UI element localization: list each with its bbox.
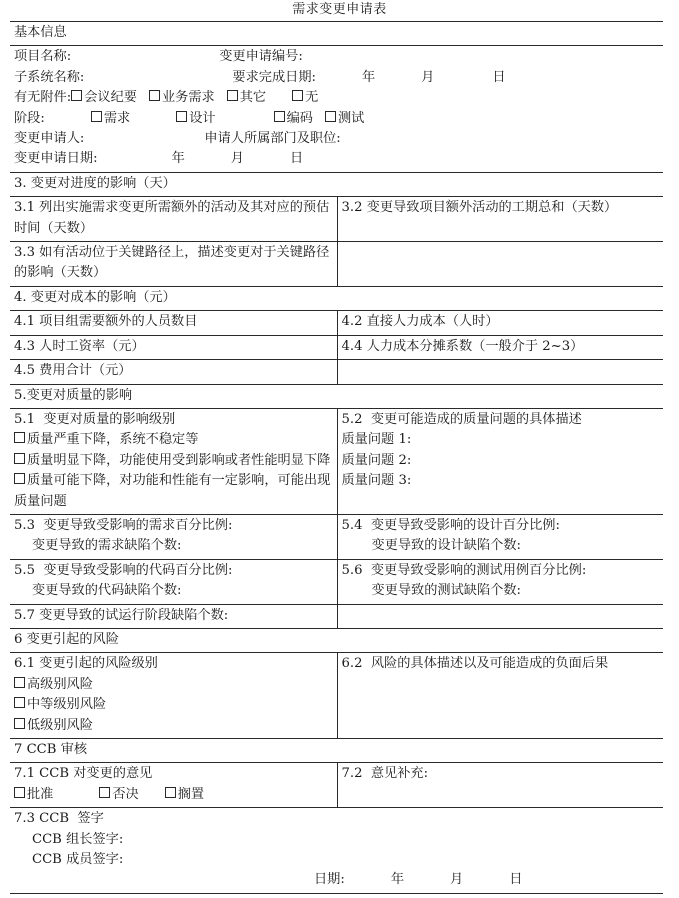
quality-problem-1[interactable]: 质量问题 1: [341, 432, 412, 448]
apply-date-month: 月 [230, 151, 244, 167]
checkbox-icon[interactable] [325, 111, 336, 122]
risk-option-medium[interactable] [14, 697, 106, 712]
field-6-1-cell [10, 653, 337, 739]
row-basic-info-body [10, 46, 663, 172]
row-3-1 [10, 197, 663, 242]
checkbox-icon[interactable] [14, 718, 25, 729]
phase-option-label-2: 编码 [286, 110, 313, 126]
required-finish-date-label: 要求完成日期: [232, 69, 316, 85]
checkbox-icon[interactable] [99, 787, 110, 798]
field-5-4-line2: 变更导致的设计缺陷个数: [371, 538, 522, 554]
ccb-date-year: 年 [390, 872, 405, 888]
ccb-member-signature[interactable]: CCB 成员签字: [32, 852, 124, 868]
basic-info-header: 基本信息 [10, 22, 663, 46]
field-5-4-line1: 5.4 变更导致受影响的设计百分比例: [341, 517, 560, 533]
quality-option-obvious[interactable] [14, 453, 330, 468]
ccb-option-label-2: 搁置 [177, 786, 205, 802]
project-name-label: 项目名称: [14, 49, 72, 65]
field-7-3-cell [10, 808, 663, 893]
row-4-3 [10, 335, 663, 359]
field-4-1-label: 4.1 项目组需要额外的人员数目 [10, 311, 337, 335]
change-request-form-table [10, 21, 663, 893]
field-7-2-cell[interactable] [337, 763, 663, 808]
risk-option-label-0: 高级别风险 [27, 676, 93, 692]
checkbox-icon[interactable] [292, 90, 303, 101]
row-4-1 [10, 311, 663, 335]
basic-info-line-apply-date [14, 149, 659, 169]
required-finish-day: 日 [492, 69, 506, 85]
phase-label: 阶段: [14, 110, 45, 126]
checkbox-icon[interactable] [14, 787, 25, 798]
field-4-5-value[interactable] [337, 360, 663, 384]
field-7-1-title: 7.1 CCB 对变更的意见 [14, 766, 153, 782]
field-5-2-title: 5.2 变更可能造成的质量问题的具体描述 [341, 411, 582, 427]
risk-option-high[interactable] [14, 677, 93, 692]
risk-option-low[interactable] [14, 718, 93, 733]
row-section7-header [10, 739, 663, 763]
required-finish-month: 月 [421, 69, 435, 85]
field-5-5-cell [10, 559, 337, 604]
field-5-3-line2: 变更导致的需求缺陷个数: [32, 538, 182, 554]
phase-option-label-1: 设计 [189, 110, 216, 126]
ccb-date-day: 日 [509, 872, 523, 888]
checkbox-icon[interactable] [14, 677, 25, 688]
field-7-1-cell [10, 763, 337, 808]
row-section5-header [10, 384, 663, 408]
apply-date-year: 年 [171, 151, 185, 167]
quality-option-label-0: 质量严重下降，系统不稳定等 [27, 432, 199, 448]
field-3-2-label: 3.2 变更导致项目额外活动的工期总和（天数） [337, 197, 663, 242]
row-5-7 [10, 604, 663, 628]
change-request-no-label: 变更申请编号: [219, 49, 303, 65]
row-basic-info-header [10, 22, 663, 46]
row-6-1 [10, 653, 663, 739]
field-3-3-label: 3.3 如有活动位于关键路径上，描述变更对于关键路径的影响（天数） [10, 242, 337, 287]
ccb-leader-signature[interactable]: CCB 组长签字: [32, 831, 124, 847]
phase-option-coding[interactable] [274, 111, 313, 126]
required-finish-year: 年 [361, 69, 376, 85]
phase-option-requirement[interactable] [91, 111, 130, 126]
form-bottom-rule [10, 893, 663, 894]
checkbox-icon[interactable] [149, 90, 160, 101]
attachment-option-none[interactable] [292, 90, 318, 105]
document-title: 需求变更申请表 [292, 2, 387, 17]
section5-header: 5.变更对质量的影响 [10, 384, 663, 408]
field-5-1-cell [10, 408, 337, 514]
checkbox-icon[interactable] [91, 111, 102, 122]
field-7-3-title: 7.3 CCB 签字 [14, 811, 104, 827]
row-3-3 [10, 242, 663, 287]
field-5-3-cell [10, 514, 337, 559]
field-7-1-options [14, 785, 333, 805]
risk-option-label-2: 低级别风险 [27, 717, 93, 733]
field-5-5-line2: 变更导致的代码缺陷个数: [32, 583, 182, 599]
field-5-5-line1: 5.5 变更导致受影响的代码百分比例: [14, 562, 233, 578]
ccb-option-label-0: 批准 [27, 786, 54, 802]
field-3-3-value[interactable] [337, 242, 663, 287]
field-6-1-title: 6.1 变更引起的风险级别 [14, 656, 158, 672]
field-7-2-title: 7.2 意见补充: [341, 766, 429, 782]
quality-option-label-1: 质量明显下降，功能使用受到影响或者性能明显下降 [27, 452, 331, 468]
section6-header: 6 变更引起的风险 [10, 628, 663, 652]
row-7-3 [10, 808, 663, 893]
field-5-6-cell [337, 559, 663, 604]
row-5-3 [10, 514, 663, 559]
section3-header: 3. 变更对进度的影响（天） [10, 172, 663, 196]
attachment-label: 有无附件: [14, 90, 72, 106]
field-5-6-line2: 变更导致的测试缺陷个数: [371, 583, 522, 599]
apply-date-day: 日 [289, 151, 304, 167]
field-5-6-line1: 5.6 变更导致受影响的测试用例百分比例: [341, 562, 587, 578]
field-4-2-label: 4.2 直接人力成本（人时） [337, 311, 663, 335]
checkbox-icon[interactable] [14, 697, 25, 708]
checkbox-icon[interactable] [274, 111, 285, 122]
field-6-2-cell[interactable] [337, 653, 663, 739]
section4-header: 4. 变更对成本的影响（元） [10, 286, 663, 310]
attachment-option-label-1: 业务需求 [161, 90, 215, 106]
field-5-1-title: 5.1 变更对质量的影响级别 [14, 411, 176, 427]
checkbox-icon[interactable] [71, 90, 82, 101]
basic-info-line-applicant [14, 129, 659, 149]
field-6-2-title: 6.2 风险的具体描述以及可能造成的负面后果 [341, 656, 609, 672]
applicant-label: 变更申请人: [14, 131, 85, 147]
apply-date-label: 变更申请日期: [14, 151, 98, 167]
quality-option-label-2: 质量可能下降，对功能和性能有一定影响，可能出现质量问题 [14, 473, 331, 509]
ccb-option-approve[interactable] [14, 787, 53, 802]
ccb-date-month: 月 [450, 872, 464, 888]
field-5-7-label: 5.7 变更导致的试运行阶段缺陷个数: [10, 604, 337, 628]
attachment-option-label-2: 其它 [239, 90, 267, 106]
row-4-5 [10, 360, 663, 384]
field-4-3-label: 4.3 人时工资率（元） [10, 335, 337, 359]
checkbox-icon[interactable] [14, 473, 25, 484]
subsystem-name-label: 子系统名称: [14, 69, 85, 85]
checkbox-icon[interactable] [227, 90, 238, 101]
row-7-1 [10, 763, 663, 808]
row-section6-header [10, 628, 663, 652]
ccb-date-label: 日期: [314, 872, 345, 888]
basic-info-cell [10, 46, 663, 172]
ccb-date-line [14, 870, 659, 890]
attachment-option-label-3: 无 [305, 90, 319, 106]
quality-problem-3[interactable]: 质量问题 3: [341, 473, 412, 489]
field-5-4-cell [337, 514, 663, 559]
row-5-5 [10, 559, 663, 604]
field-3-1-label: 3.1 列出实施需求变更所需额外的活动及其对应的预估时间（天数） [10, 197, 337, 242]
basic-info-line-subsystem [14, 68, 659, 88]
checkbox-icon[interactable] [14, 432, 25, 443]
basic-info-line-phase [14, 109, 659, 129]
field-4-4-label: 4.4 人力成本分摊系数（一般介于 2~3） [337, 335, 663, 359]
risk-option-label-1: 中等级别风险 [27, 697, 107, 713]
checkbox-icon[interactable] [165, 787, 176, 798]
ccb-option-label-1: 否决 [112, 786, 139, 802]
quality-problem-2[interactable]: 质量问题 2: [341, 452, 412, 468]
basic-info-line-attachment [14, 88, 659, 108]
applicant-dept-label: 申请人所属部门及职位: [204, 131, 341, 147]
attachment-option-other[interactable] [227, 90, 266, 105]
section7-header: 7 CCB 审核 [10, 739, 663, 763]
checkbox-icon[interactable] [176, 111, 187, 122]
phase-option-label-3: 测试 [337, 110, 365, 126]
phase-option-testing[interactable] [325, 111, 364, 126]
ccb-option-postpone[interactable] [165, 787, 204, 802]
field-5-2-cell [337, 408, 663, 514]
basic-info-line-project [14, 47, 659, 67]
field-5-7-value[interactable] [337, 604, 663, 628]
row-section3-header [10, 172, 663, 196]
attachment-option-business-req[interactable] [149, 90, 215, 105]
quality-option-severe[interactable] [14, 432, 198, 447]
attachment-option-label-0: 会议纪要 [84, 90, 137, 106]
field-5-3-line1: 5.3 变更导致受影响的需求百分比例: [14, 517, 233, 533]
phase-option-design[interactable] [176, 111, 215, 126]
attachment-option-meeting-minutes[interactable] [71, 90, 137, 105]
field-4-5-label: 4.5 费用合计（元） [10, 360, 337, 384]
quality-option-possible[interactable] [14, 473, 330, 508]
checkbox-icon[interactable] [14, 453, 25, 464]
row-section4-header [10, 286, 663, 310]
ccb-option-reject[interactable] [99, 787, 138, 802]
phase-option-label-0: 需求 [103, 110, 131, 126]
row-5-1 [10, 408, 663, 514]
